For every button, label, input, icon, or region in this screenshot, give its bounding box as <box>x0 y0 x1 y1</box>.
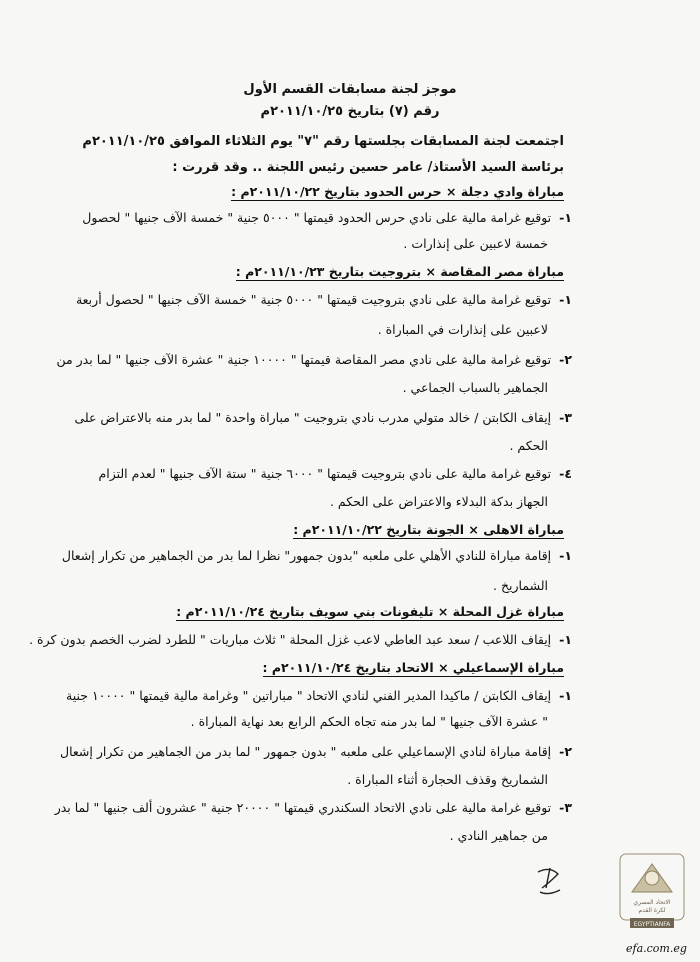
list-item: ٣-توقيع غرامة مالية على نادي الاتحاد السكندري قيمتها " ٢٠٠٠٠ جنية " عشرون ألف جنيها " لما بدر <box>54 800 572 815</box>
list-item-cont: الشماريخ . <box>493 578 548 593</box>
section-heading: مباراة وادي دجلة × حرس الحدود بتاريخ ٢٠١١/١٠/٢٢م : <box>231 184 564 199</box>
list-item: ٢-توقيع غرامة مالية على نادي مصر المقاصة قيمتها " ١٠٠٠٠ جنية " عشرة الآف جنيها " لما بدر من <box>56 352 572 367</box>
list-item-cont: " عشرة الآف جنيها " لما بدر منه تجاه الحكم الرابع بعد نهاية المباراة . <box>190 714 548 729</box>
list-item: ٣-إيقاف الكابتن / خالد متولي مدرب نادي بتروجيت " مباراة واحدة " لما بدر منه بالاعتراض على <box>74 410 572 425</box>
section-heading: مباراة غزل المحلة × تليفونات بني سويف بتاريخ ٢٠١١/١٠/٢٤م : <box>176 604 564 619</box>
list-item-cont: الشماريخ وقذف الحجارة أثناء المباراة . <box>347 772 548 787</box>
list-item-cont: الجماهير بالسباب الجماعي . <box>402 380 548 395</box>
section-heading: مباراة مصر المقاصة × بتروجيت بتاريخ ٢٠١١/١٠/٢٣م : <box>235 264 564 279</box>
chair-line: برئاسة السيد الأستاذ/ عامر حسين رئيس اللجنة .. وقد قررت : <box>172 160 564 175</box>
efa-logo-stamp <box>618 852 686 932</box>
list-item: ٤-توقيع غرامة مالية على نادي بتروجيت قيمتها " ٦٠٠٠ جنية " ستة الآف جنيها " لعدم التزام <box>98 466 572 481</box>
list-item: ١-إيقاف الكابتن / ماكيدا المدير الفني لنادي الاتحاد " مباراتين " وغرامة مالية قيمتها " ١٠٠٠٠ جنية <box>66 688 572 703</box>
list-item-cont: الحكم . <box>509 438 548 453</box>
stamp-line-2: لكرة القدم <box>638 907 666 914</box>
stamp-line-1: الاتحاد المصري <box>633 899 671 906</box>
list-item: ١-إيقاف اللاعب / سعد عبد العاطي لاعب غزل المحلة " ثلاث مباريات " للطرد لضرب الخصم بدون كرة . <box>29 632 572 647</box>
signature-scribble <box>520 862 570 902</box>
doc-title: موجز لجنة مسابقات القسم الأول <box>243 82 457 97</box>
list-item: ١-توقيع غرامة مالية على نادي بتروجيت قيمتها " ٥٠٠٠ جنية " خمسة الآف جنيها " لحصول أربعة <box>75 292 572 307</box>
list-item-cont: لاعبين على إنذارات في المباراة . <box>377 322 548 337</box>
list-item: ٢-إقامة مباراة لنادي الإسماعيلي على ملعبه " بدون جمهور " لما بدر من الجماهير من تكرار إشعال <box>59 744 572 759</box>
stamp-line-3: EGYPTIANFA <box>633 921 671 928</box>
section-heading: مباراة الإسماعيلي × الاتحاد بتاريخ ٢٠١١/١٠/٢٤م : <box>262 660 564 675</box>
list-item-cont: من جماهير النادي . <box>449 828 548 843</box>
list-item-cont: خمسة لاعبين على إنذارات . <box>403 236 548 251</box>
meeting-line: اجتمعت لجنة المسابقات بجلستها رقم "٧" يوم الثلاثاء الموافق ٢٠١١/١٠/٢٥م <box>82 134 564 149</box>
doc-number: رقم (٧) بتاريخ ٢٠١١/١٠/٢٥م <box>260 104 440 119</box>
footer-url: efa.com.eg <box>626 942 687 955</box>
list-item: ١-إقامة مباراة للنادي الأهلي على ملعبه "بدون جمهور" نظرا لما بدر من الجماهير من تكرار إشعال <box>61 548 572 563</box>
list-item-cont: الجهاز بدكة البدلاء والاعتراض على الحكم . <box>329 494 548 509</box>
list-item: ١-توقيع غرامة مالية على نادي حرس الحدود قيمتها " ٥٠٠٠ جنية " خمسة الآف جنيها " لحصول <box>82 210 572 225</box>
section-heading: مباراة الاهلى × الجونة بتاريخ ٢٠١١/١٠/٢٢م : <box>293 522 564 537</box>
